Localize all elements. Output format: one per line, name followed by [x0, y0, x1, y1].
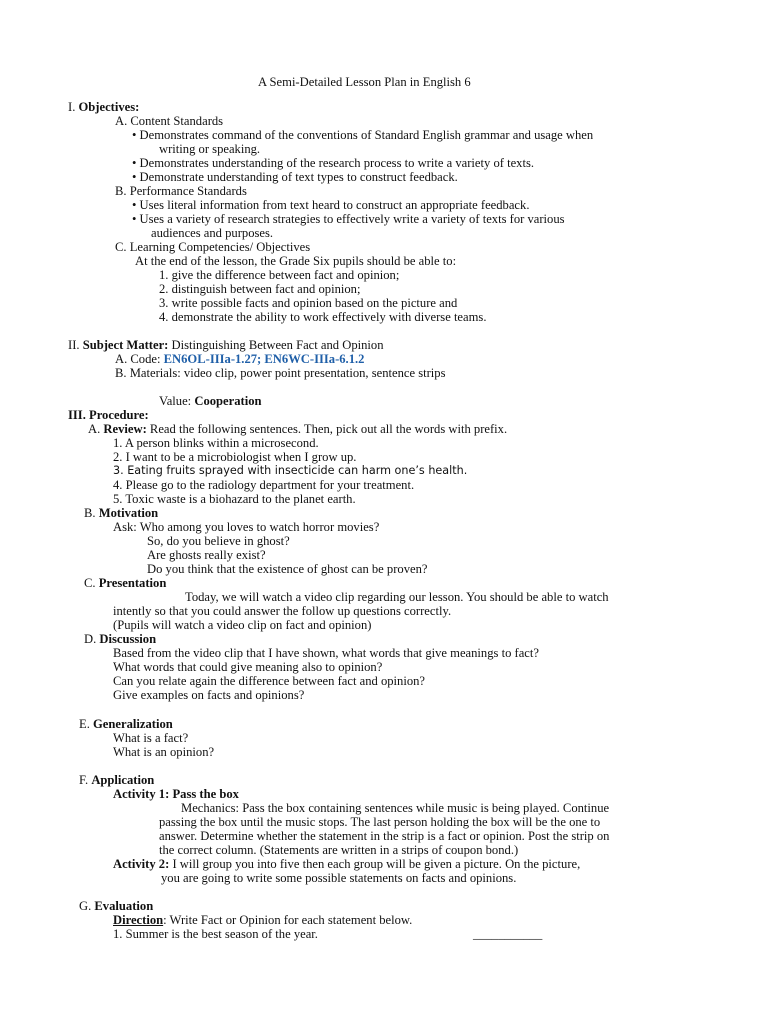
evaluation-label: Evaluation — [94, 899, 154, 913]
content-standards-label: A. Content Standards — [115, 114, 224, 128]
competency-3: 3. write possible facts and opinion based on the picture and — [159, 296, 458, 310]
discussion-line-2: What words that could give meaning also to opinion? — [113, 660, 383, 674]
discussion-heading — [84, 632, 156, 646]
subject-matter-line — [68, 338, 384, 352]
code-value: EN6OL-IIIa-1.27; EN6WC-IIIa-6.1.2 — [163, 352, 365, 366]
procedure-heading: III. Procedure: — [68, 408, 149, 422]
activity1-line-1: Mechanics: Pass the box containing sentences while music is being played. Continue — [181, 801, 610, 815]
page-title: A Semi-Detailed Lesson Plan in English 6 — [258, 75, 471, 89]
activity1-line-4: the correct column. (Statements are written in a strips of coupon bond.) — [159, 843, 519, 857]
competencies-label: C. Learning Competencies/ Objectives — [115, 240, 311, 254]
competency-2: 2. distinguish between fact and opinion; — [159, 282, 361, 296]
presentation-line-2: intently so that you could answer the follow up questions correctly. — [113, 604, 452, 618]
objectives-title: Objectives: — [78, 100, 140, 114]
competency-1: 1. give the difference between fact and opinion; — [159, 268, 400, 282]
objectives-num: I. — [68, 100, 76, 114]
review-item-4: 4. Please go to the radiology department for your treatment. — [113, 478, 415, 492]
application-prefix: F. — [79, 773, 89, 787]
content-standard-1: • Demonstrates command of the conventions of Standard English grammar and usage when — [132, 128, 594, 142]
subject-num: II. — [68, 338, 80, 352]
evaluation-heading — [79, 899, 153, 913]
review-line — [88, 422, 507, 436]
content-standard-1-cont: writing or speaking. — [159, 142, 261, 156]
direction-label: Direction — [113, 913, 164, 927]
motivation-prefix: B. — [84, 506, 96, 520]
review-item-1: 1. A person blinks within a microsecond. — [113, 436, 319, 450]
performance-standard-2-cont: audiences and purposes. — [151, 226, 274, 240]
review-item-3: 3. Eating fruits sprayed with insecticide can harm one’s health. — [113, 464, 468, 477]
review-item-2: 2. I want to be a microbiologist when I grow up. — [113, 450, 357, 464]
motivation-line-3: Are ghosts really exist? — [147, 548, 266, 562]
evaluation-prefix: G. — [79, 899, 92, 913]
motivation-line-2: So, do you believe in ghost? — [147, 534, 290, 548]
generalization-prefix: E. — [79, 717, 90, 731]
direction-line — [113, 913, 412, 927]
discussion-line-1: Based from the video clip that I have shown, what words that give meanings to fact? — [113, 646, 539, 660]
subject-topic: Distinguishing Between Fact and Opinion — [171, 338, 384, 352]
performance-standard-1: • Uses literal information from text heard to construct an appropriate feedback. — [132, 198, 530, 212]
application-label: Application — [91, 773, 155, 787]
generalization-line-1: What is a fact? — [113, 731, 189, 745]
activity2-line-1 — [113, 857, 580, 871]
performance-standard-2: • Uses a variety of research strategies to effectively write a variety of texts for various — [132, 212, 565, 226]
activity2-line-2: you are going to write some possible statements on facts and opinions. — [161, 871, 517, 885]
performance-standards-label: B. Performance Standards — [115, 184, 247, 198]
activity1-label: Activity 1: Pass the box — [113, 787, 239, 801]
generalization-label: Generalization — [93, 717, 173, 731]
value-text: Cooperation — [194, 394, 262, 408]
motivation-label: Motivation — [98, 506, 159, 520]
content-standard-2: • Demonstrates understanding of the research process to write a variety of texts. — [132, 156, 535, 170]
presentation-line-1: Today, we will watch a video clip regarding our lesson. You should be able to watch — [185, 590, 609, 604]
application-heading — [79, 773, 154, 787]
competencies-intro: At the end of the lesson, the Grade Six pupils should be able to: — [135, 254, 457, 268]
discussion-prefix: D. — [84, 632, 97, 646]
review-label: Review: — [103, 422, 147, 436]
activity2-label: Activity 2: — [113, 857, 170, 871]
activity2-text: I will group you into five then each group will be given a picture. On the picture, — [172, 857, 581, 871]
activity1-line-2: passing the box until the music stops. The last person holding the box will be the one to — [159, 815, 601, 829]
discussion-line-4: Give examples on facts and opinions? — [113, 688, 305, 702]
code-line — [115, 352, 364, 366]
direction-text: : Write Fact or Opinion for each statement below. — [163, 913, 413, 927]
value-label: Value: — [159, 394, 192, 408]
review-prefix: A. — [88, 422, 101, 436]
presentation-prefix: C. — [84, 576, 96, 590]
content-standard-3: • Demonstrate understanding of text types to construct feedback. — [132, 170, 458, 184]
motivation-heading — [84, 506, 158, 520]
presentation-label: Presentation — [98, 576, 167, 590]
subject-heading: Subject Matter: — [82, 338, 169, 352]
presentation-line-3: (Pupils will watch a video clip on fact and opinion) — [113, 618, 372, 632]
motivation-line-1: Ask: Who among you loves to watch horror movies? — [113, 520, 380, 534]
answer-blank[interactable]: ___________ — [473, 927, 543, 941]
generalization-line-2: What is an opinion? — [113, 745, 215, 759]
generalization-heading — [79, 717, 173, 731]
review-item-5: 5. Toxic waste is a biohazard to the planet earth. — [113, 492, 356, 506]
presentation-heading — [84, 576, 166, 590]
value-line — [159, 394, 262, 408]
discussion-label: Discussion — [99, 632, 157, 646]
motivation-line-4: Do you think that the existence of ghost can be proven? — [147, 562, 428, 576]
discussion-line-3: Can you relate again the difference between fact and opinion? — [113, 674, 426, 688]
objectives-heading — [68, 100, 139, 114]
code-label: A. Code: — [115, 352, 161, 366]
competency-4: 4. demonstrate the ability to work effectively with diverse teams. — [159, 310, 487, 324]
evaluation-item-1: 1. Summer is the best season of the year. — [113, 927, 318, 941]
materials-line: B. Materials: video clip, power point presentation, sentence strips — [115, 366, 446, 380]
review-text: Read the following sentences. Then, pick out all the words with prefix. — [149, 422, 508, 436]
activity1-line-3: answer. Determine whether the statement in the strip is a fact or opinion. Post the strip on — [159, 829, 610, 843]
